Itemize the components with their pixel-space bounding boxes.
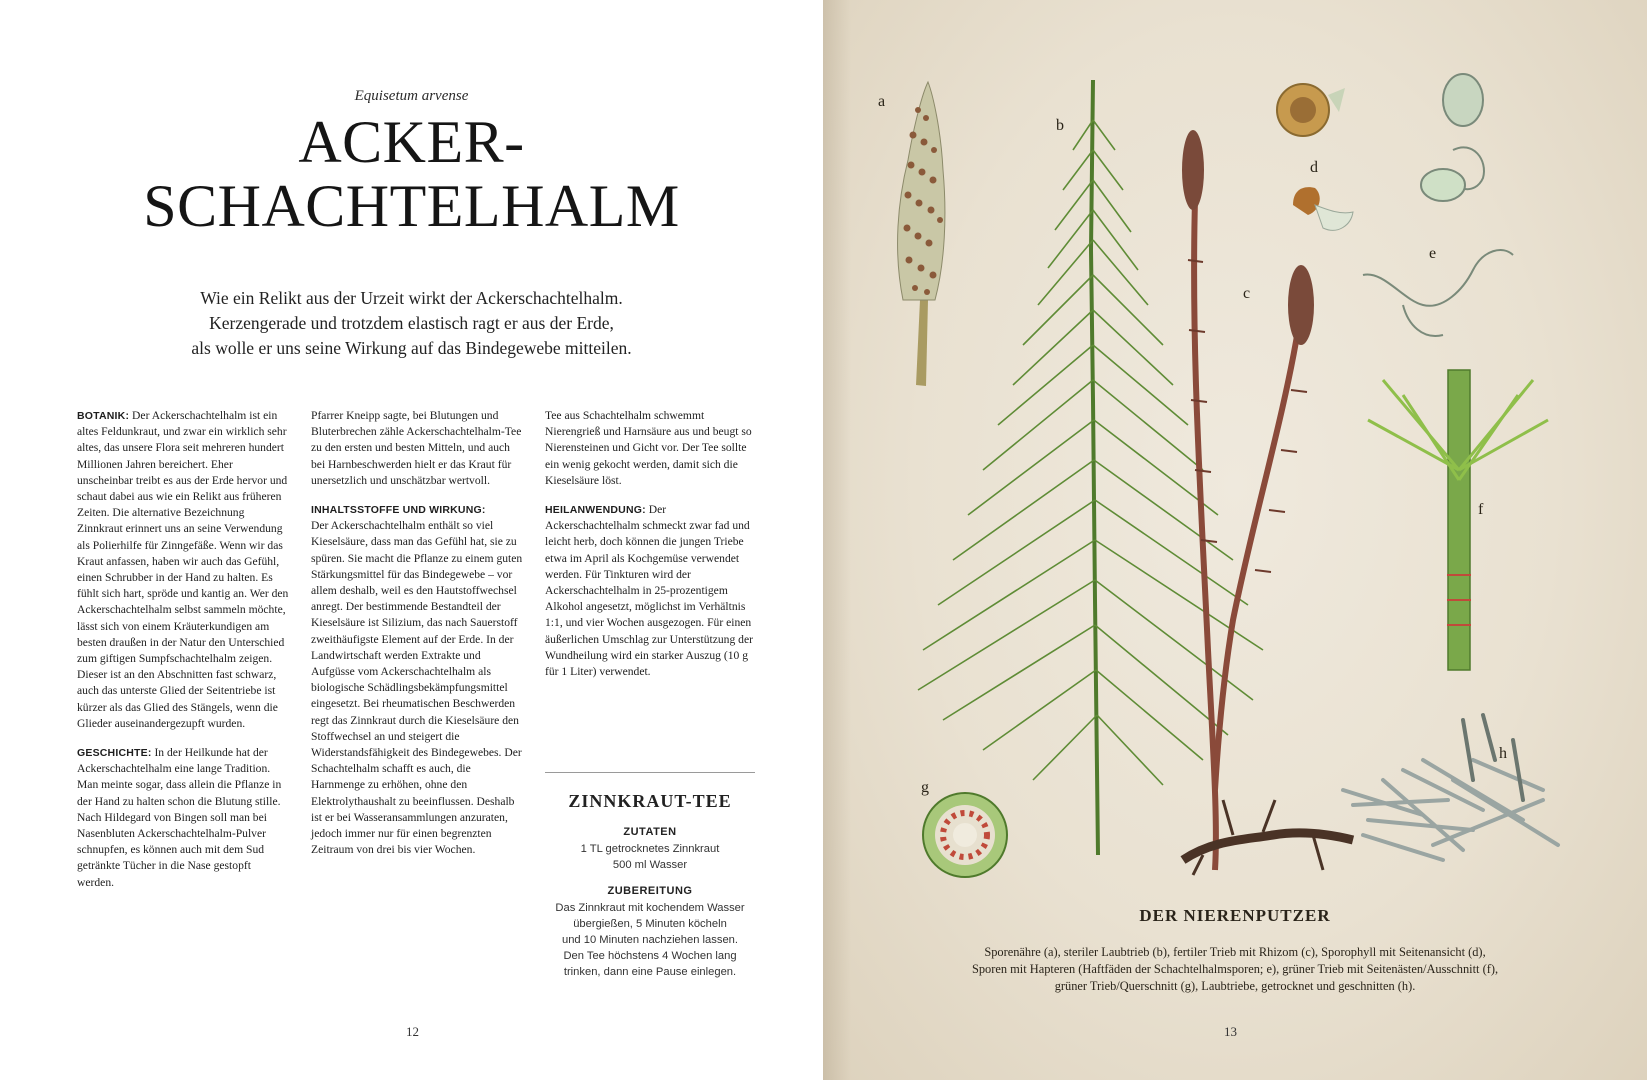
figure-label-b: b — [1056, 117, 1064, 134]
figure-label-g: g — [921, 779, 929, 796]
paragraph-tee — [545, 408, 757, 489]
cross-section-illustration-g — [923, 793, 1007, 877]
caption-line: grüner Trieb/Querschnitt (g), Laubtriebe, getrocknet und geschnitten (h). — [1054, 979, 1416, 993]
preparation-line: Den Tee höchstens 4 Wochen lang — [563, 950, 737, 962]
intro-line: Wie ein Relikt aus der Urzeit wirkt der Ackerschachtelhalm. — [200, 288, 623, 308]
paragraph-kneipp — [311, 408, 523, 489]
intro-line: als wolle er uns seine Wirkung auf das Bindegewebe mitteilen. — [191, 338, 632, 358]
fertile-shoot-illustration-c — [1182, 130, 1353, 875]
text-column-1 — [77, 408, 289, 904]
ingredient-item: 1 TL getrocknetes Zinnkraut — [580, 843, 720, 855]
section-lead: GESCHICHTE: — [77, 747, 152, 760]
ingredients-heading: ZUTATEN — [623, 826, 677, 838]
spore-cone-illustration-a — [898, 82, 945, 386]
right-page — [823, 0, 1647, 1080]
paragraph-text: Tee aus Schachtelhalm schwemmt Nierengrieß und Harnsäure aus und beugt so Nierensteinen und Gicht vor. Der Tee sollte ein wenig gekocht werden, damit sich die Kieselsäure löst. — [545, 409, 752, 487]
figure-label-c: c — [1243, 285, 1251, 302]
paragraph-geschichte — [77, 745, 289, 891]
figure-label-d: d — [1310, 159, 1318, 176]
shoot-section-illustration-f — [1368, 370, 1548, 670]
text-column-3 — [545, 408, 757, 693]
recipe-box — [545, 772, 755, 980]
section-lead: HEILANWENDUNG: — [545, 504, 646, 517]
figure-label-h: h — [1499, 745, 1507, 762]
caption-line: Sporenähre (a), steriler Laubtrieb (b), fertiler Trieb mit Rhizom (c), Sporophyll mit Seitenansicht (d), — [984, 945, 1486, 959]
paragraph-inhaltsstoffe — [311, 502, 523, 858]
paragraph-heilanwendung — [545, 502, 757, 680]
recipe-title: ZINNKRAUT-TEE — [568, 791, 732, 811]
spores-illustration-e — [1363, 74, 1513, 336]
plate-caption — [923, 944, 1547, 995]
left-page — [0, 0, 823, 1080]
section-lead: INHALTSSTOFFE UND WIRKUNG: — [311, 504, 486, 517]
title-line-1: ACKER- — [298, 109, 525, 175]
dried-shoots-illustration-h — [1343, 715, 1558, 860]
page-number-left: 12 — [406, 1024, 419, 1039]
paragraph-text: In der Heilkunde hat der Ackerschachtelhalm eine lange Tradition. Man meinte sogar, dass allein die Pflanze in der Hand zu halten schon die Blutung stille. Nach Hildegard von Bingen soll man bei Nasenbluten Ackerschachtelhalm-Pulver schnupfen, es können auch mit dem Sud getränkte Tücher in die Nase gestopft werden. — [77, 746, 282, 889]
figure-label-f: f — [1478, 501, 1484, 518]
preparation-line: trinken, dann eine Pause einlegen. — [563, 966, 737, 978]
plate-caption-title: DER NIERENPUTZER — [1139, 906, 1331, 925]
text-column-2 — [311, 408, 523, 871]
page-title — [0, 110, 823, 238]
paragraph-botanik — [77, 408, 289, 732]
paragraph-text: Der Ackerschachtelhalm ist ein altes Feldunkraut, und zwar ein wirklich sehr altes, das unsere Flora seit mehreren hundert Millionen Jahren bereichert. Eher unscheinbar treibt es aus der Erde hervor und schaut dabei aus wie ein Relikt aus früheren Zeiten. Die alternative Bezeichnung Zinnkraut erinnert uns an seine Verwendung als Polierhilfe für Zinngefäße. Wenn wir das Kraut anfassen, haben wir auch das Gefühl, einen Schrubber in der Hand zu halten. Es fühlt sich hart, spröde und kantig an. Wer den Ackerschachtelhalm selbst sammeln möchte, lässt sich von einem Kräuterkundigen am besten draußen in der Natur den Unterschied zum giftigen Sumpfschachtelhalm zeigen. Dieser ist an den Abschnitten fast schwarz, auch das unterste Glied der Seitentriebe ist kürzer als das Glied des Stängels, wenn die Glieder auseinandergezupft wurden. — [77, 409, 289, 730]
section-lead: BOTANIK: — [77, 410, 130, 422]
intro-line: Kerzengerade und trotzdem elastisch ragt er aus der Erde, — [209, 313, 614, 333]
intro-text — [100, 286, 723, 361]
figure-label-a: a — [878, 93, 886, 110]
sporophyll-illustration-d — [1277, 84, 1353, 230]
preparation-line: und 10 Minuten nachziehen lassen. — [561, 934, 739, 946]
caption-line: Sporen mit Hapteren (Haftfäden der Schachtelhalmsporen; e), grüner Trieb mit Seitenästen/Ausschnitt (f), — [971, 962, 1499, 976]
figure-label-e: e — [1429, 245, 1437, 262]
preparation-line: übergießen, 5 Minuten köcheln — [573, 918, 727, 930]
preparation-heading: ZUBEREITUNG — [607, 885, 693, 897]
paragraph-text: Der Ackerschachtelhalm schmeckt zwar fad und leicht herb, doch können die jungen Triebe etwa im April als Kochgemüse verwendet werden. Für Tinkturen wird der Ackerschachtelhalm in 25-prozentigem Alkohol angesetzt, möglichst im Verhältnis 1:1, und vier Wochen ausgezogen. Für einen äußerlichen Umschlag zur Unterstützung der Wundheilung wird ein starker Auszug (10 g für 1 Liter) verwendet. — [545, 503, 753, 679]
preparation-line: Das Zinnkraut mit kochendem Wasser — [555, 902, 745, 914]
ingredient-item: 500 ml Wasser — [612, 859, 688, 871]
page-number-right: 13 — [1224, 1024, 1237, 1039]
paragraph-text: Der Ackerschachtelhalm enthält so viel Kieselsäure, dass man das Gefühl hat, sie zu spüren. Sie macht die Pflanze zu einem guten Stärkungsmittel für das Bindegewebe – vor allem deshalb, weil es den Hautstoffwechsel anregt. Der bestimmende Bestandteil der Kieselsäure ist Silizium, das nach Sauerstoff zweithäufigste Element auf der Erde. In der Landwirtschaft werden Extrakte und Aufgüsse vom Ackerschachtelhalm als biologische Schädlingsbekämpfungsmittel eingesetzt. Bei rheumatischen Beschwerden regt das Zinnkraut durch die Kieselsäure den Stoffwechsel an und steigert die Widerstandsfähigkeit des Bindegewebes. Der Schachtelhalm schafft es auch, die Harnmenge zu erhöhen, ohne den Elektrolythaushalt zu beeinflussen. Deshalb ist er bei Wasseransammlungen anzuraten, jedoch immer nur für einen begrenzten Zeitraum von drei bis vier Wochen. — [311, 519, 523, 857]
title-line-2: SCHACHTELHALM — [143, 173, 680, 239]
latin-name: Equisetum arvense — [354, 88, 469, 104]
paragraph-text: Pfarrer Kneipp sagte, bei Blutungen und Bluterbrechen zähle Ackerschachtelhalm-Tee zu den ersten und besten Mitteln, und auch bei Harnbeschwerden hielt er das Kraut für unersetzlich und unschätzbar wertvoll. — [311, 409, 522, 487]
